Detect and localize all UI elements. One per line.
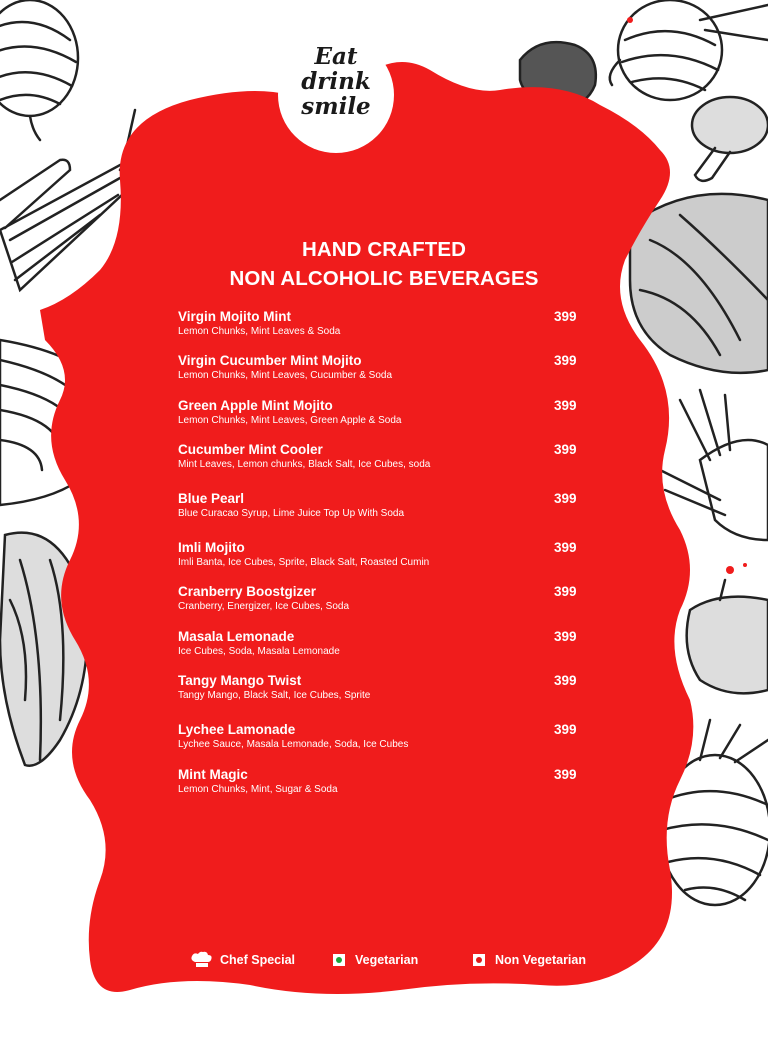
legend-chef-special <box>190 951 310 969</box>
item-price: 399 <box>554 353 577 368</box>
item-description: Mint Leaves, Lemon chunks, Black Salt, Ice Cubes, soda <box>178 459 431 470</box>
item-price: 399 <box>554 673 577 688</box>
item-price: 399 <box>554 629 577 644</box>
item-description: Tangy Mango, Black Salt, Ice Cubes, Sprite <box>178 690 371 701</box>
item-description: Lemon Chunks, Mint Leaves & Soda <box>178 326 341 337</box>
title-line-2: NON ALCOHOLIC BEVERAGES <box>229 267 539 290</box>
item-name: Tangy Mango Twist <box>178 673 302 688</box>
legend-chef-special-label: Chef Special <box>220 953 296 967</box>
item-description: Imli Banta, Ice Cubes, Sprite, Black Salt, Roasted Cumin <box>178 557 430 568</box>
item-price: 399 <box>554 540 577 555</box>
item-name: Virgin Cucumber Mint Mojito <box>178 353 362 368</box>
item-name: Cucumber Mint Cooler <box>178 442 323 457</box>
item-description: Lemon Chunks, Mint Leaves, Green Apple & Soda <box>178 415 402 426</box>
item-description: Ice Cubes, Soda, Masala Lemonade <box>178 646 340 657</box>
item-price: 399 <box>554 398 577 413</box>
item-description: Lemon Chunks, Mint, Sugar & Soda <box>178 784 338 795</box>
menu-title <box>150 235 618 293</box>
item-name: Imli Mojito <box>178 540 245 555</box>
item-price: 399 <box>554 722 577 737</box>
item-price: 399 <box>554 767 577 782</box>
item-name: Green Apple Mint Mojito <box>178 398 333 413</box>
item-price: 399 <box>554 491 577 506</box>
item-name: Cranberry Boostgizer <box>178 584 317 599</box>
item-name: Blue Pearl <box>178 491 245 506</box>
chef-hat-icon <box>190 951 214 969</box>
legend-vegetarian-label: Vegetarian <box>355 953 419 967</box>
logo-line-2: drink <box>301 68 371 95</box>
item-name: Mint Magic <box>178 767 248 782</box>
brand-logo <box>276 34 396 156</box>
item-name: Lychee Lamonade <box>178 722 296 737</box>
veg-mark-icon <box>333 954 345 966</box>
item-price: 399 <box>554 309 577 324</box>
logo-text <box>276 44 396 119</box>
legend-non-vegetarian-label: Non Vegetarian <box>495 953 586 967</box>
logo-line-1: Eat <box>314 43 358 70</box>
legend-non-vegetarian <box>473 951 603 969</box>
legend-vegetarian <box>333 951 443 969</box>
item-name: Masala Lemonade <box>178 629 295 644</box>
non-veg-mark-icon <box>473 954 485 966</box>
item-name: Virgin Mojito Mint <box>178 309 291 324</box>
item-description: Lemon Chunks, Mint Leaves, Cucumber & Soda <box>178 370 392 381</box>
title-line-1: HAND CRAFTED <box>301 238 467 261</box>
item-description: Lychee Sauce, Masala Lemonade, Soda, Ice Cubes <box>178 739 409 750</box>
item-description: Blue Curacao Syrup, Lime Juice Top Up With Soda <box>178 508 405 519</box>
item-description: Cranberry, Energizer, Ice Cubes, Soda <box>178 601 350 612</box>
logo-line-3: smile <box>301 93 371 120</box>
item-price: 399 <box>554 584 577 599</box>
item-price: 399 <box>554 442 577 457</box>
